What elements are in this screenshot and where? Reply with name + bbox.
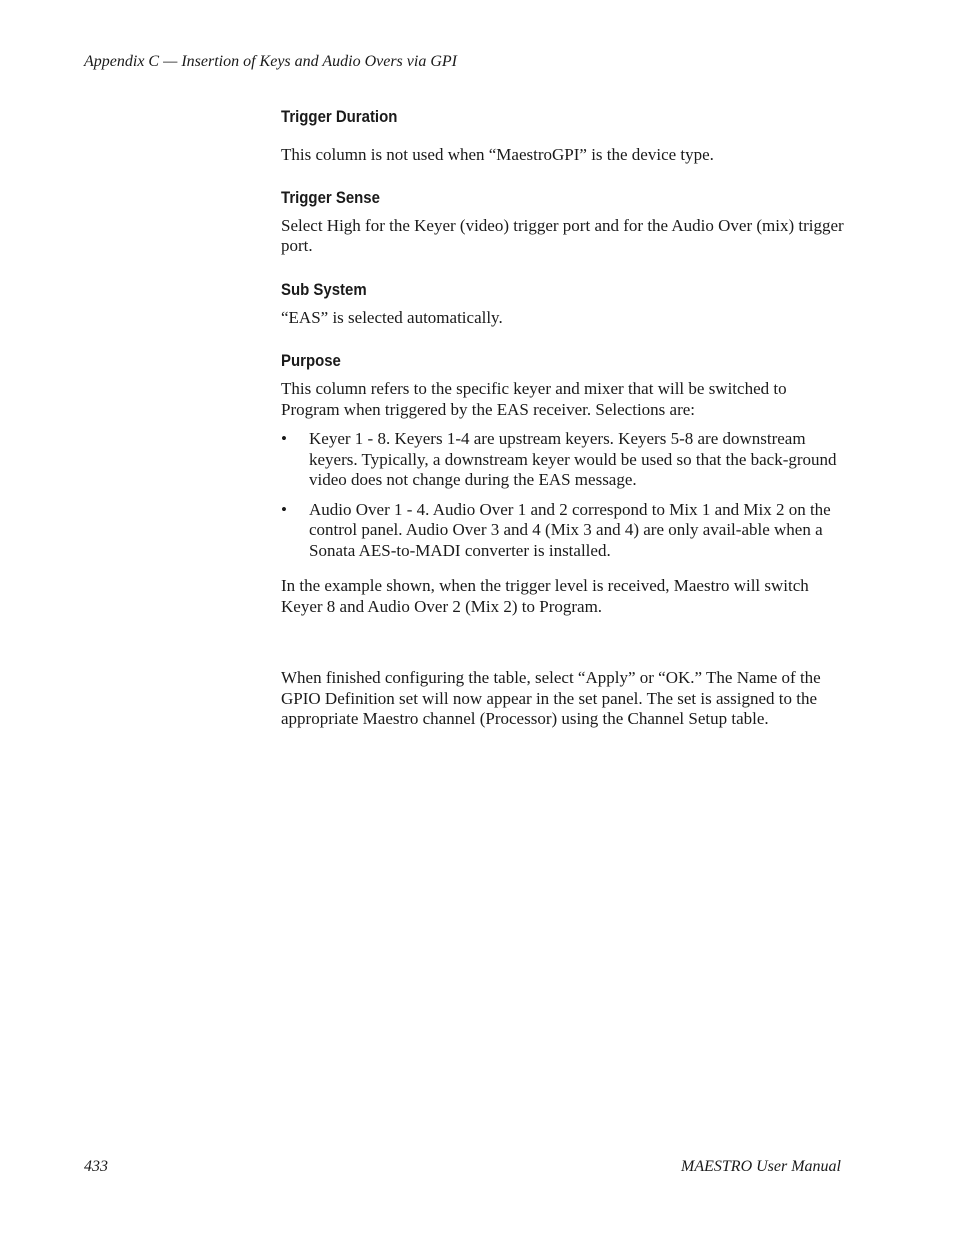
purpose-selection-list (281, 429, 847, 561)
heading-sub-system: Sub System (281, 279, 367, 299)
heading-purpose: Purpose (281, 351, 341, 370)
manual-title: MAESTRO User Manual (681, 1158, 841, 1175)
list-item-keyer (281, 429, 847, 491)
running-header: Appendix C — Insertion of Keys and Audio Overs via GPI (84, 53, 457, 70)
paragraph-sub-system: “EAS” is selected automatically. (281, 307, 503, 327)
page-content (281, 106, 847, 730)
page-number: 433 (84, 1158, 108, 1175)
heading-trigger-sense: Trigger Sense (281, 187, 380, 207)
paragraph-purpose-intro: This column refers to the specific keyer and mixer that will be switched to Program when triggered by the EAS receiver. Selections are: (281, 379, 787, 419)
bullet-mark: • (281, 429, 287, 448)
paragraph-trigger-sense: Select High for the Keyer (video) trigger port and for the Audio Over (mix) trigger port. (281, 215, 844, 255)
paragraph-trigger-duration: This column is not used when “MaestroGPI” is the device type. (281, 145, 714, 164)
bullet-mark: • (281, 499, 287, 519)
paragraph-closing: When finished configuring the table, select “Apply” or “OK.” The Name of the GPIO Definition set will now appear in the set panel. The set is assigned to the appropriate Maestro channel (Processor) using the Channel Setup table. (281, 668, 821, 728)
list-item-text: Keyer 1 - 8. Keyers 1-4 are upstream keyers. Keyers 5-8 are downstream keyers. Typically, a downstream keyer would be used so that the back-ground video does not change during the EAS message. (309, 429, 837, 489)
paragraph-purpose-example: In the example shown, when the trigger level is received, Maestro will switch Keyer 8 and Audio Over 2 (Mix 2) to Program. (281, 576, 809, 616)
heading-trigger-duration: Trigger Duration (281, 107, 398, 126)
list-item-text: Audio Over 1 - 4. Audio Over 1 and 2 correspond to Mix 1 and Mix 2 on the control panel. Audio Over 3 and 4 (Mix 3 and 4) are only avail-able when a Sonata AES-to-MADI converter is installed. (309, 499, 831, 560)
list-item-audio-over (281, 500, 847, 562)
